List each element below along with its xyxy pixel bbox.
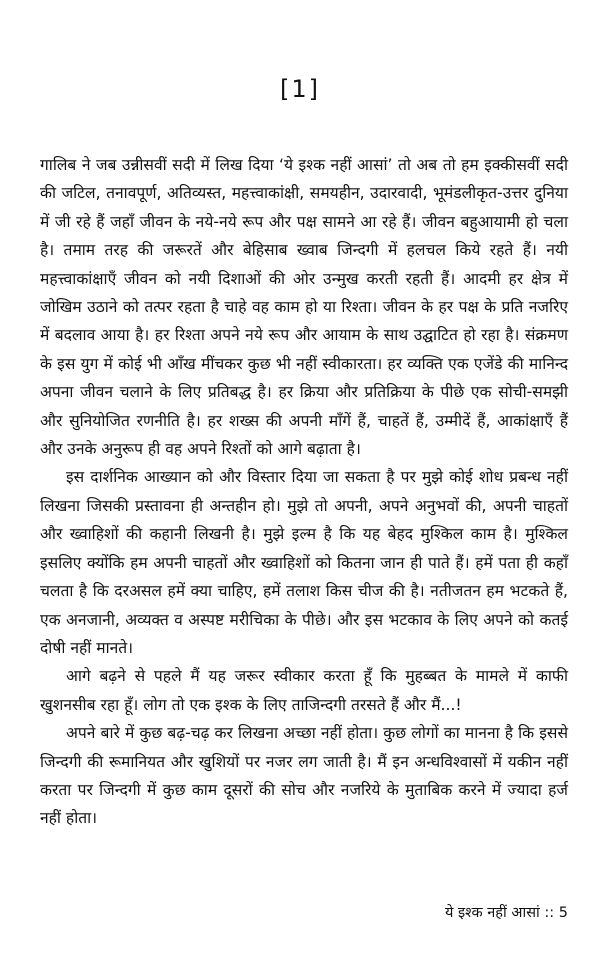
paragraph-1: गालिब ने जब उन्नीसवीं सदी में लिख दिया ‘ये इश्क नहीं आसां’ तो अब तो हम इक्कीसवीं सदी की जटिल, तनावपूर्ण, अतिव्यस्त, महत्त्वाकांक्षी, समयहीन, उदारवादी, भूमंडलीकृत-उत्तर दुनिया में जी रहे हैं जहाँ जीवन के नये-नये रूप और पक्ष सामने आ रहे हैं। जीवन बहुआयामी हो चला है। तमाम तरह की जरूरतें और बेहिसाब ख्वाब जिन्दगी में हलचल किये रहते हैं। नयी महत्त्वाकांक्षाएँ जीवन को नयी दिशाओं की ओर उन्मुख करती रहती हैं। आदमी हर क्षेत्र में जोखिम उठाने को तत्पर रहता है चाहे वह काम हो या रिश्ता। जीवन के हर पक्ष के प्रति नजरिए में बदलाव आया है। हर रिश्ता अपने नये रूप और आयाम के साथ उद्घाटित हो रहा है। संक्रमण के इस युग में कोई भी आँख मींचकर कुछ भी नहीं स्वीकारता। हर व्यक्ति एक एजेंडे की मानिन्द अपना जीवन चलाने के लिए प्रतिबद्ध है। हर क्रिया और प्रतिक्रिया के पीछे एक सोची-समझी और सुनियोजित रणनीति है। हर शख्स की अपनी माँगें हैं, चाहतें हैं, उम्मीदें हैं, आकांक्षाएँ हैं और उनके अनुरूप ही वह अपने रिश्तों को आगे बढ़ाता है।: [40, 156, 568, 459]
paragraph-4: अपने बारे में कुछ बढ़-चढ़ कर लिखना अच्छा नहीं होता। कुछ लोगों का मानना है कि इससे जिन्दगी की रूमानियत और खुशियों पर नजर लग जाती है। मैं इन अन्धविश्वासों में यकीन नहीं करता पर जिन्दगी में कुछ काम दूसरों की सोच और नजरिये के मुताबिक करने में ज्यादा हर्ज नहीं होता।: [40, 724, 568, 828]
footer-separator: ::: [544, 905, 555, 921]
page-number: 5: [558, 905, 568, 921]
body-text: [40, 151, 568, 833]
footer-book-title: ये इश्क नहीं आसां: [444, 905, 540, 921]
paragraph-2: इस दार्शनिक आख्यान को और विस्तार दिया जा सकता है पर मुझे कोई शोध प्रबन्ध नहीं लिखना जिसकी प्रस्तावना ही अन्तहीन हो। मुझे तो अपनी, अपने अनुभवों की, अपनी चाहतों और ख्वाहिशों की कहानी लिखनी है। मुझे इल्म है कि यह बेहद मुश्किल काम है। मुश्किल इसलिए क्योंकि हम अपनी चाहतों और ख्वाहिशों को कितना जान ही पाते हैं। हमें पता ही कहाँ चलता है कि दरअसल हमें क्या चाहिए, हमें तलाश किस चीज की है। नतीजतन हम भटकते हैं, एक अनजानी, अव्यक्त व अस्पष्ट मरीचिका के पीछे। और इस भटकाव के लिए अपने को कतई दोषी नहीं मानते।: [40, 468, 568, 657]
paragraph-3: आगे बढ़ने से पहले मैं यह जरूर स्वीकार करता हूँ कि मुहब्बत के मामले में काफी खुशनसीब रहा हूँ। लोग तो एक इश्क के लिए ताजिन्दगी तरसते हैं और मैं...!: [40, 667, 568, 714]
chapter-number: [1]: [280, 75, 320, 103]
page-footer: [445, 902, 568, 924]
